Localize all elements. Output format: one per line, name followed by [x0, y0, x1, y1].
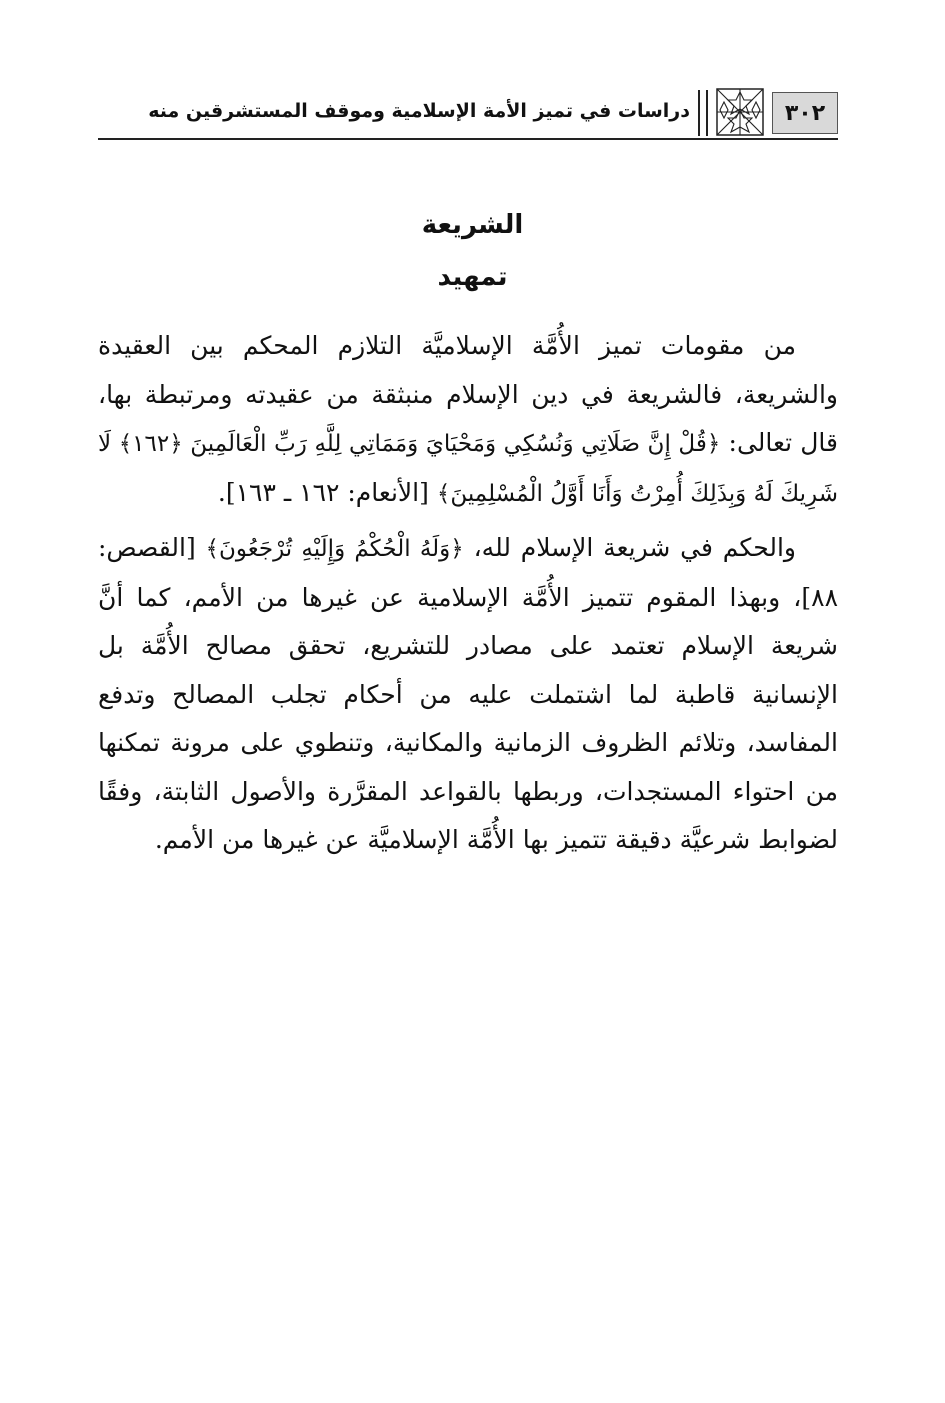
- paragraph-2-intro: والحكم في شريعة الإسلام لله،: [473, 533, 797, 562]
- subsection-title: تمهيد: [437, 262, 508, 292]
- paragraph-1: [98, 322, 838, 518]
- section-title: الشريعة: [421, 210, 524, 240]
- paragraph-2-text: [القصص: ٨٨]، وبهذا المقوم تتميز الأُمَّة الإسلامية عن غيرها من الأمم، كما أنَّ شريعة الإسلام تعتمد على مصادر للتشريع، تحقق مصالح الأُمَّة بل الإنسانية قاطبة لما اشتملت عليه من أحكام تجلب المصالح وتدفع المفاسد، وتلائم الظروف الزمانية والمكانية، وتنطوي على مرونة تمكنها من احتواء المستجدات، وربطها بالقواعد المقرَّرة والأصول الثابتة، وفقًا لضوابط شرعيَّة دقيقة تتميز بها الأُمَّة الإسلاميَّة عن غيرها من الأمم.: [98, 533, 838, 854]
- paragraph-1-intro: من مقومات تميز الأُمَّة الإسلاميَّة التلازم المحكم بين العقيدة والشريعة، فالشريعة في دين الإسلام منبثقة من عقيدته ومرتبطة بها، قال تعالى:: [98, 331, 838, 457]
- body-text: [98, 322, 838, 865]
- paragraph-2: [98, 524, 838, 865]
- page-number: ٣٠٢: [772, 92, 838, 134]
- running-title: دراسات في تميز الأمة الإسلامية وموقف المستشرقين منه: [148, 100, 690, 122]
- quran-verse-2: ﴿وَلَهُ الْحُكْمُ وَإِلَيْهِ تُرْجَعُونَ﴾: [205, 536, 464, 562]
- running-header: [98, 86, 838, 140]
- ornament-icon: [716, 88, 764, 136]
- verse-citation-1: [الأنعام: ١٦٢ ـ ١٦٣].: [217, 477, 429, 507]
- header-divider: [698, 90, 708, 136]
- header-rule: [98, 138, 838, 140]
- quran-verse-1: ﴿قُلْ إِنَّ صَلَاتِي وَنُسُكِي وَمَحْيَايَ وَمَمَاتِي لِلَّهِ رَبِّ الْعَالَمِينَ ﴿١٦٢﴾ لَا شَرِيكَ لَهُ وَبِذَلِكَ أُمِرْتُ وَأَنَا أَوَّلُ الْمُسْلِمِينَ﴾: [98, 431, 838, 507]
